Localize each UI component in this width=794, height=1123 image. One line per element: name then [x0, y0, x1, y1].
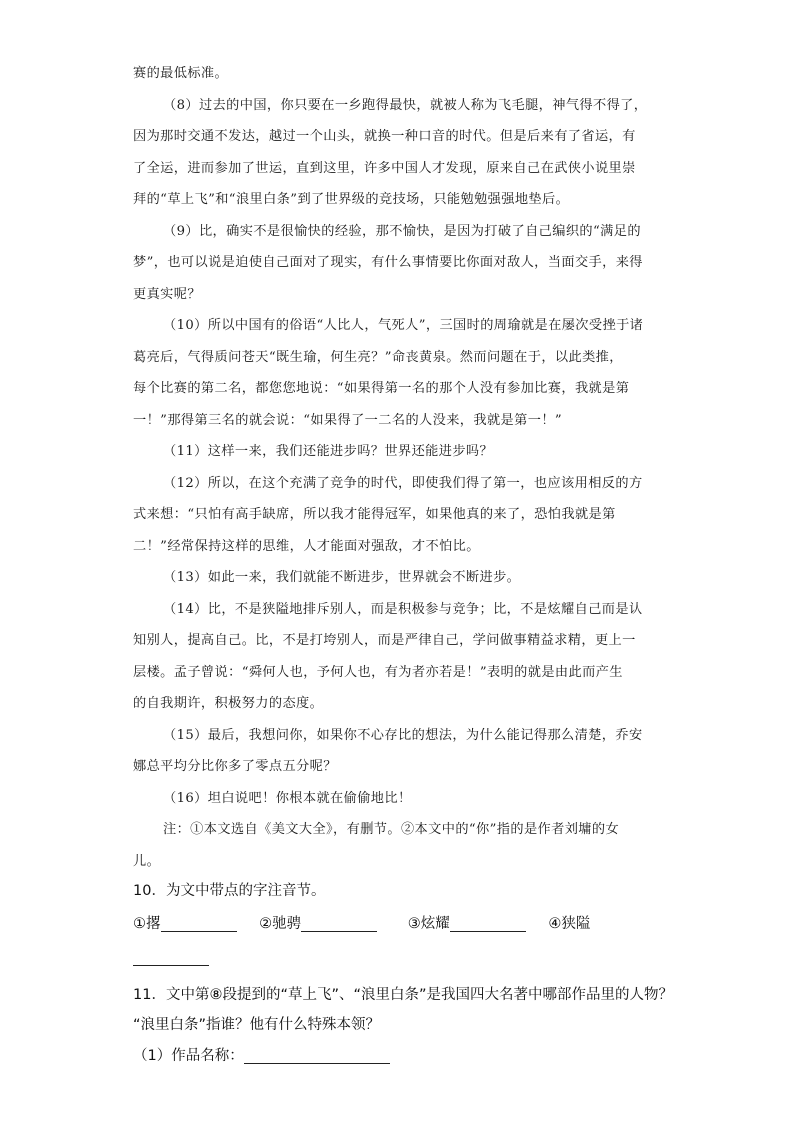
- option-3-label: ③炫耀: [407, 916, 450, 932]
- sub-question-1-label: （1）作品名称：: [133, 1048, 244, 1064]
- passage-line: 了全运，进而参加了世运，直到这里，许多中国人才发现，原来自己在武侠小说里崇: [133, 160, 636, 176]
- option-4-label: ④狭隘: [548, 916, 591, 932]
- passage-line: 一！”那得第三名的就会说：“如果得了一二名的人没来，我就是第一！”: [133, 412, 563, 428]
- question-10-options: [133, 909, 693, 939]
- question-11-line-1: 11．文中第⑧段提到的“草上飞”、“浪里白条”是我国四大名著中哪部作品里的人物？: [133, 987, 673, 1003]
- option-2-label: ②驰骋: [259, 916, 302, 932]
- passage-line: 拜的“草上飞”和“浪里白条”到了世界级的竞技场，只能勉勉强强地垫后。: [133, 192, 570, 207]
- answer-blank-2[interactable]: [301, 913, 377, 932]
- passage-line: 赛的最低标准。: [133, 66, 229, 81]
- passage-line: （16）坦白说吧！你根本就在偷偷地比！: [163, 790, 412, 806]
- passage-line: 因为那时交通不发达，越过一个山头，就换一种口音的时代。但是后来有了省运，有: [133, 129, 636, 144]
- option-3: [408, 909, 526, 939]
- passage-line: 娜总平均分比你多了零点五分呢？: [133, 759, 337, 774]
- passage-line: 注：①本文选自《美文大全》，有删节。②本文中的“你”指的是作者刘墉的女: [163, 822, 620, 837]
- passage-line: （12）所以，在这个充满了竞争的时代，即使我们得了第一，也应该用相反的方: [163, 475, 643, 491]
- passage-line: 式来想：“只怕有高手缺席，所以我才能得冠军，如果他真的来了，恐怕我就是第: [133, 507, 616, 522]
- question-11-stem: [133, 980, 693, 1010]
- passage-line: （10）所以中国有的俗语“人比人，气死人”，三国时的周瑜就是在屡次受挫于诸: [163, 318, 644, 333]
- question-11-line-2: “浪里白条”指谁？他有什么特殊本领？: [133, 1017, 381, 1033]
- passage-line: 知别人，提高自己。比，不是打垮别人，而是严律自己，学问做事精益求精，更上一: [133, 633, 636, 648]
- option-2: [259, 909, 377, 939]
- question-11-sub-1: [133, 1041, 693, 1071]
- option-4: [548, 909, 590, 939]
- answer-blank-4[interactable]: [133, 947, 209, 966]
- passage-line: （11）这样一来，我们还能进步吗？世界还能进步吗？: [163, 444, 494, 459]
- option-4-blank-row: [133, 943, 693, 973]
- passage-line: 葛亮后，气得质问苍天“既生瑜，何生亮？”命丧黄泉。然而问题在于，以此类推，: [133, 349, 623, 365]
- work-name-blank[interactable]: [244, 1045, 390, 1064]
- answer-blank-1[interactable]: [161, 913, 237, 932]
- passage-line: （14）比，不是狭隘地排斥别人，而是积极参与竞争；比，不是炫耀自己而是认: [163, 601, 643, 617]
- passage-line: 梦”，也可以说是迫使自己面对了现实，有什么事情要比你面对敌人，当面交手，来得: [133, 255, 643, 270]
- passage-text: [133, 58, 663, 877]
- passage-line: （9）比，确实不是很愉快的经验，那不愉快，是因为打破了自己编织的“满足的: [163, 223, 641, 239]
- passage-line: （13）如此一来，我们就能不断进步，世界就会不断进步。: [163, 570, 521, 585]
- passage-line: （15）最后，我想问你，如果你不心存比的想法，为什么能记得那么清楚，乔安: [163, 727, 643, 743]
- passage-line: 层楼。孟子曾说：“舜何人也，予何人也，有为者亦若是！”表明的就是由此而产生: [133, 664, 623, 680]
- passage-line: （8）过去的中国，你只要在一乡跑得最快，就被人称为飞毛腿，神气得不得了，: [163, 97, 648, 113]
- passage-line: 的自我期许，积极努力的态度。: [133, 696, 324, 711]
- question-10-stem: [133, 876, 693, 906]
- option-1-label: ①撂: [133, 916, 161, 932]
- passage-line: 二！”经常保持这样的思维，人才能面对强敌，才不怕比。: [133, 538, 480, 554]
- passage-line: 每个比赛的第二名，都您您地说：“如果得第一名的那个人没有参加比赛，我就是第: [133, 381, 630, 396]
- option-1: [133, 909, 237, 939]
- question-10-text: 10．为文中带点的字注音节。: [133, 883, 326, 899]
- passage-line: 儿。: [133, 853, 161, 869]
- passage-line: 更真实呢？: [133, 286, 201, 302]
- answer-blank-3[interactable]: [450, 913, 526, 932]
- question-11-stem-2: [133, 1010, 693, 1040]
